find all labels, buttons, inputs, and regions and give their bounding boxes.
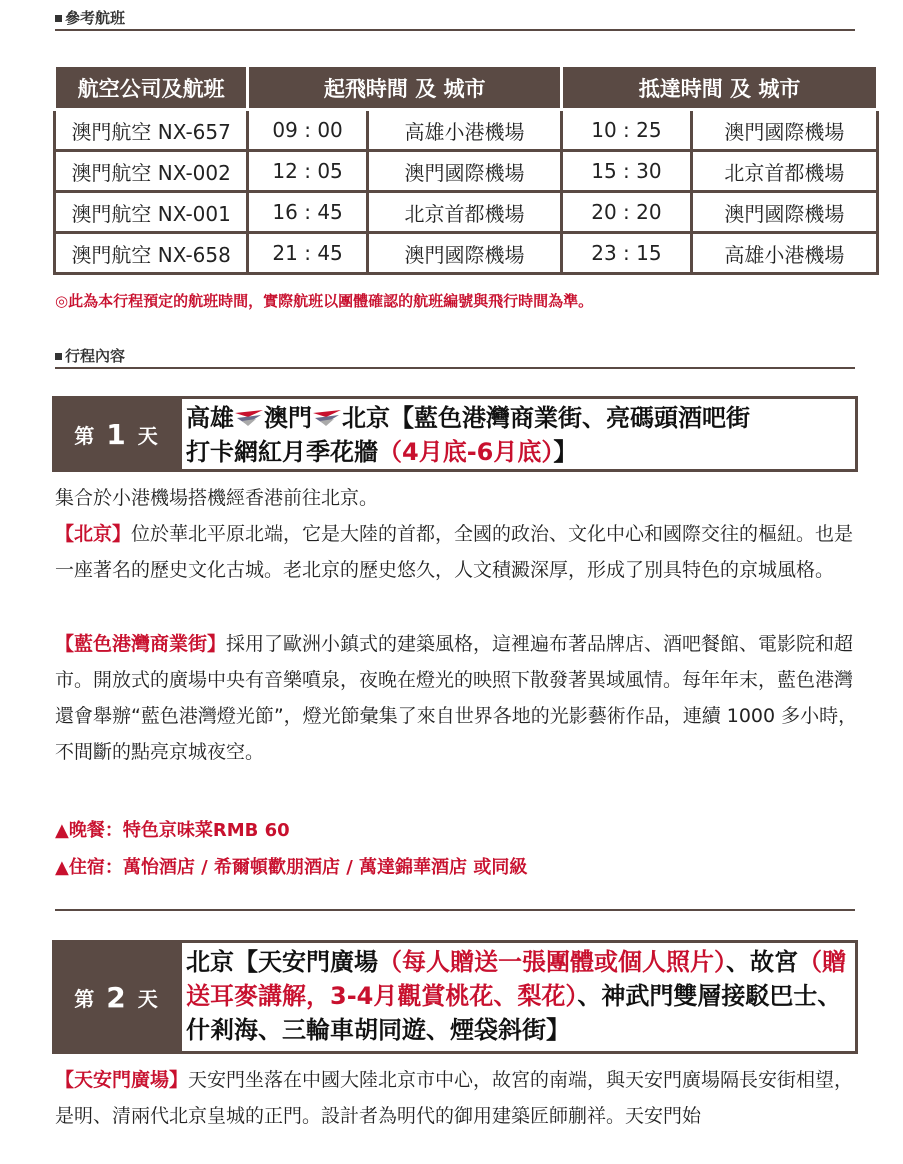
day-prefix: 第 bbox=[74, 423, 97, 448]
title-season-note: （4月底-6月底） bbox=[378, 438, 554, 466]
day1-dinner: ▲晚餐：特色京味菜RMB 60 bbox=[55, 820, 290, 841]
flight-cell: 澳門航空 NX-657 bbox=[55, 110, 248, 151]
flights-section-heading bbox=[55, 9, 855, 31]
table-row bbox=[55, 192, 878, 233]
title-palace: 、故宮 bbox=[726, 948, 798, 976]
dep-time-cell: 12 : 05 bbox=[248, 151, 368, 192]
arr-city-cell: 澳門國際機場 bbox=[691, 110, 877, 151]
flight-cell: 澳門航空 NX-658 bbox=[55, 233, 248, 274]
header-arrival: 抵達時間 及 城市 bbox=[562, 66, 878, 110]
day1-beijing-paragraph bbox=[55, 516, 860, 588]
table-row bbox=[55, 110, 878, 151]
square-bullet-icon bbox=[55, 15, 62, 22]
title-city-macau: 澳門 bbox=[264, 404, 312, 432]
airplane-icon bbox=[234, 402, 264, 420]
day2-label bbox=[52, 940, 182, 1054]
beijing-text: 位於華北平原北端，它是大陸的首都，全國的政治、文化中心和國際交往的樞紐。也是一座著名的歷史文化古城。老北京的歷史悠久，人文積澱深厚，形成了別具特色的京城風格。 bbox=[55, 523, 854, 581]
flight-cell: 澳門航空 NX-001 bbox=[55, 192, 248, 233]
flight-cell: 澳門航空 NX-002 bbox=[55, 151, 248, 192]
dep-city-cell: 北京首都機場 bbox=[367, 192, 561, 233]
arr-time-cell: 15 : 30 bbox=[562, 151, 692, 192]
title-city-beijing: 北京【藍色港灣商業街、亮碼頭酒吧街 bbox=[342, 404, 750, 432]
itinerary-section-heading bbox=[55, 347, 855, 369]
arr-city-cell: 高雄小港機場 bbox=[691, 233, 877, 274]
dep-city-cell: 高雄小港機場 bbox=[367, 110, 561, 151]
day-number: 2 bbox=[106, 980, 128, 1014]
day1-title bbox=[182, 396, 858, 472]
dep-city-cell: 澳門國際機場 bbox=[367, 151, 561, 192]
dep-time-cell: 16 : 45 bbox=[248, 192, 368, 233]
arr-time-cell: 20 : 20 bbox=[562, 192, 692, 233]
harbor-tag: 【藍色港灣商業街】 bbox=[55, 633, 227, 655]
title-line2: 打卡網紅月季花牆 bbox=[186, 438, 378, 466]
header-airline: 航空公司及航班 bbox=[55, 66, 248, 110]
table-row bbox=[55, 151, 878, 192]
tiananmen-text: 天安門坐落在中國大陸北京市中心，故宮的南端，與天安門廣場隔長安街相望，是明、清兩代北京皇城的正門。設計者為明代的御用建築匠師蒯祥。天安門始 bbox=[55, 1069, 854, 1127]
beijing-tag: 【北京】 bbox=[55, 523, 132, 545]
day2-tiananmen-paragraph bbox=[55, 1062, 860, 1134]
day2-title bbox=[182, 940, 858, 1054]
day-number: 1 bbox=[106, 417, 128, 451]
title-city-kaohsiung: 高雄 bbox=[186, 404, 234, 432]
day1-header bbox=[52, 396, 858, 472]
flights-table bbox=[53, 64, 879, 275]
title-audio-note: （贈送耳麥講解，3-4月觀賞桃花、梨花） bbox=[186, 948, 846, 1010]
day2-header bbox=[52, 940, 858, 1054]
dep-time-cell: 09 : 00 bbox=[248, 110, 368, 151]
tiananmen-tag: 【天安門廣場】 bbox=[55, 1069, 189, 1091]
dep-city-cell: 澳門國際機場 bbox=[367, 233, 561, 274]
day1-harbor-paragraph bbox=[55, 626, 860, 770]
dep-time-cell: 21 : 45 bbox=[248, 233, 368, 274]
itinerary-heading-text: 行程內容 bbox=[65, 347, 126, 365]
section-divider bbox=[55, 909, 855, 911]
title-rest: 、神武門雙層接駁巴士、什剎海、三輪車胡同遊、煙袋斜街】 bbox=[186, 982, 842, 1044]
day-prefix: 第 bbox=[74, 986, 97, 1011]
flight-note: ◎此為本行程預定的航班時間，實際航班以團體確認的航班編號與飛行時間為準。 bbox=[55, 292, 594, 310]
header-departure: 起飛時間 及 城市 bbox=[248, 66, 562, 110]
day1-hotel: ▲住宿：萬怡酒店 / 希爾頓歡朋酒店 / 萬達錦華酒店 或同級 bbox=[55, 857, 528, 878]
day-suffix: 天 bbox=[137, 423, 160, 448]
arr-city-cell: 北京首都機場 bbox=[691, 151, 877, 192]
table-row bbox=[55, 233, 878, 274]
square-bullet-icon bbox=[55, 353, 62, 360]
title-bracket-end: 】 bbox=[553, 438, 578, 466]
arr-time-cell: 23 : 15 bbox=[562, 233, 692, 274]
title-tiananmen: 北京【天安門廣場 bbox=[186, 948, 378, 976]
arr-time-cell: 10 : 25 bbox=[562, 110, 692, 151]
title-photo-note: （每人贈送一張團體或個人照片） bbox=[378, 948, 726, 976]
day-suffix: 天 bbox=[137, 986, 160, 1011]
day1-label bbox=[52, 396, 182, 472]
flights-header-row bbox=[55, 66, 878, 110]
flights-heading-text: 參考航班 bbox=[65, 9, 126, 27]
arr-city-cell: 澳門國際機場 bbox=[691, 192, 877, 233]
harbor-text: 採用了歐洲小鎮式的建築風格，這裡遍布著品牌店、酒吧餐館、電影院和超市。開放式的廣場中央有音樂噴泉，夜晚在燈光的映照下散發著異域風情。每年年末，藍色港灣還會舉辦“藍色港灣燈光節”，燈光節彙集了來自世界各地的光影藝術作品，連續 1000 多小時，不間斷的點亮京城夜空。 bbox=[55, 633, 858, 763]
day1-intro: 集合於小港機場搭機經香港前往北京。 bbox=[55, 487, 379, 509]
airplane-icon bbox=[312, 402, 342, 420]
